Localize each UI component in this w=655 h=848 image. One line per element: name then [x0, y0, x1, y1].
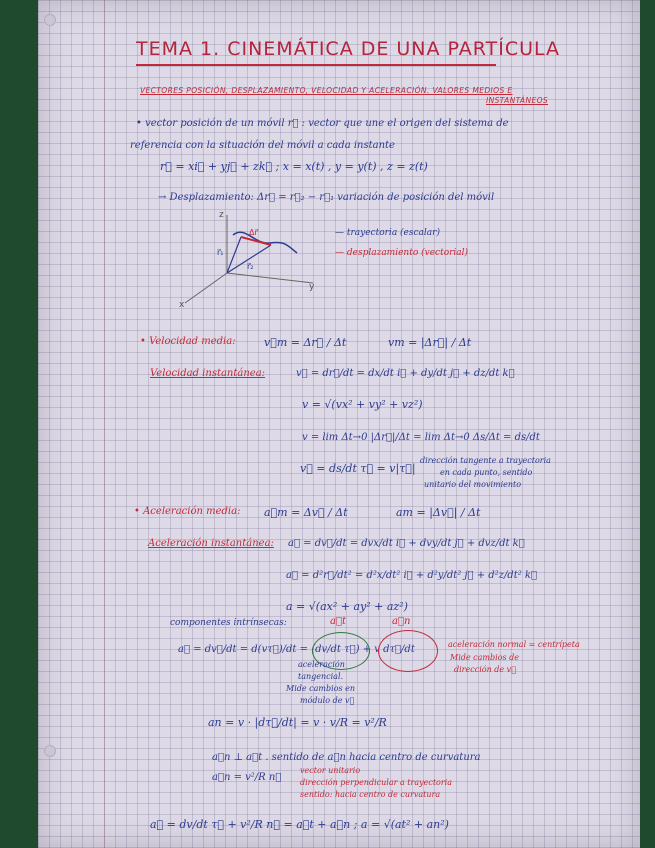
margin-line — [104, 0, 105, 848]
normal-accel-note-3: dirección de v⃗ — [454, 665, 516, 674]
velocity-limit: v = lim Δt→0 |Δr⃗|/Δt = lim Δt→0 Δs/Δt = ds/dt — [302, 432, 540, 443]
position-equation: r⃗ = xi⃗ + yj⃗ + zk⃗ ; x = x(t) , y = y(t) , z = z(t) — [160, 160, 428, 173]
velocity-note-1: dirección tangente a trayectoria — [420, 456, 551, 465]
x-axis — [185, 273, 227, 303]
page-title: TEMA 1. CINEMÁTICA DE UNA PARTÍCULA — [136, 38, 561, 60]
unit-vector-note-2: dirección perpendicular a trayectoria — [300, 778, 453, 787]
velocity-modulus: v = √(vx² + vy² + vz²) — [302, 398, 423, 411]
unit-vector-note-3: sentido: hacia centro de curvatura — [300, 790, 441, 799]
legend-displacement: — desplazamiento (vectorial) — [335, 248, 469, 258]
r2-label: r⃗₂ — [247, 262, 254, 271]
perpendicular-statement: a⃗n ⊥ a⃗t . sentido de a⃗n hacia centro de curvatura — [212, 752, 481, 763]
accel-modulus: a = √(ax² + ay² + az²) — [286, 600, 408, 613]
accel-media-eq: a⃗m = Δv⃗ / Δt — [264, 506, 348, 519]
r1-vector — [227, 237, 241, 273]
binding-hole — [44, 14, 56, 26]
intrinsic-components-eq: a⃗ = dv⃗/dt = d(vτ⃗)/dt = (dv/dt τ⃗) + v dτ⃗/dt — [178, 644, 415, 655]
binding-hole — [44, 745, 56, 757]
accel-media-label: • Aceleración media: — [134, 506, 241, 517]
intrinsic-components-label: componentes intrínsecas: — [170, 618, 287, 628]
unit-vector-note-1: vector unitario — [300, 766, 361, 775]
tangential-note-3: Mide cambios en — [286, 684, 356, 693]
tangential-note-1: aceleración — [298, 660, 345, 669]
r1-label: r⃗₁ — [217, 248, 224, 257]
y-axis — [227, 273, 313, 283]
position-def-line1: • vector posición de un móvil r⃗ : vector que une el origen del sistema de — [136, 118, 509, 129]
position-def-line2: referencia con la situación del móvil a cada instante — [130, 140, 395, 151]
accel-second-derivative: a⃗ = d²r⃗/dt² = d²x/dt² i⃗ + d²y/dt² j⃗ + d²z/dt² k⃗ — [286, 570, 537, 581]
normal-accel-note: aceleración normal = centrípeta — [448, 640, 580, 649]
velocity-media-eq: v⃗m = Δr⃗ / Δt — [264, 336, 347, 349]
velocity-media-mod: vm = |Δr⃗| / Δt — [388, 336, 472, 349]
final-acceleration-equation: a⃗ = dv/dt τ⃗ + v²/R n⃗ = a⃗t + a⃗n ; a = √(at² + an²) — [150, 818, 449, 831]
dr-label: Δr⃗ — [249, 228, 258, 237]
normal-accel-equation: an = v · |dτ⃗/dt| = v · v/R = v²/R — [208, 716, 387, 729]
y-label: y — [309, 282, 315, 292]
velocity-direction: v⃗ = ds/dt τ⃗ = v|τ⃗| — [300, 462, 416, 475]
velocity-media-label: • Velocidad media: — [140, 336, 236, 347]
displacement-diagram — [175, 205, 325, 310]
velocity-inst-label: Velocidad instantánea: — [150, 368, 266, 379]
x-label: x — [179, 300, 185, 310]
legend-trajectory: — trayectoria (escalar) — [335, 228, 440, 238]
section-subtitle-cont: INSTANTÁNEOS — [486, 96, 549, 105]
velocity-note-2: en cada punto, sentido — [440, 468, 533, 477]
normal-term-circle — [378, 630, 438, 672]
normal-accel-note-2: Mide cambios de — [450, 653, 519, 662]
title-underline — [136, 64, 496, 66]
tangential-note-2: tangencial. — [298, 672, 344, 681]
accel-inst-eq: a⃗ = dv⃗/dt = dvx/dt i⃗ + dvy/dt j⃗ + dvz/dt k⃗ — [288, 538, 525, 549]
tangential-note-4: módulo de v⃗ — [300, 696, 355, 705]
velocity-note-3: unitario del movimiento — [424, 480, 522, 489]
accel-inst-label: Aceleración instantánea: — [148, 538, 274, 549]
accel-media-mod: am = |Δv⃗| / Δt — [396, 506, 481, 519]
displacement-def: → Desplazamiento: Δr⃗ = r⃗₂ − r⃗₁ variación de posición del móvil — [158, 192, 495, 203]
section-subtitle: VECTORES POSICIÓN, DESPLAZAMIENTO, VELOCIDAD Y ACELERACIÓN. VALORES MEDIOS E — [140, 86, 513, 95]
z-label: z — [219, 210, 224, 220]
at-label: a⃗t — [330, 616, 346, 627]
displacement-vector — [241, 237, 271, 245]
velocity-inst-eq: v⃗ = dr⃗/dt = dx/dt i⃗ + dy/dt j⃗ + dz/dt k⃗ — [296, 368, 515, 379]
an-label: a⃗n — [392, 616, 411, 627]
normal-accel-vector: a⃗n = v²/R n⃗ — [212, 772, 282, 783]
